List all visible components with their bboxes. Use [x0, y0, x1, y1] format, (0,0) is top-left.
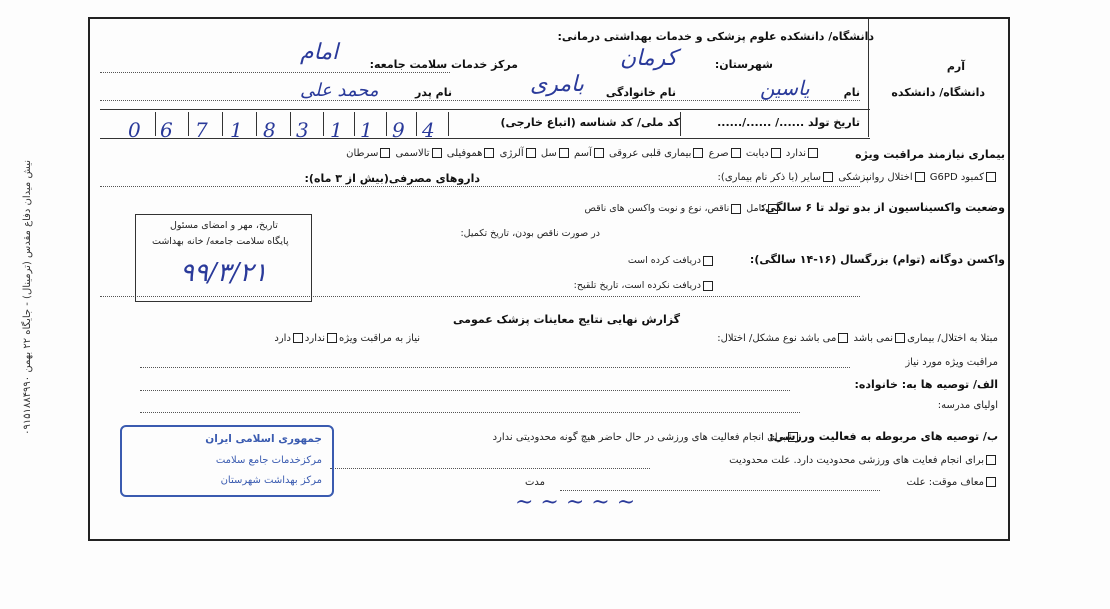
sport-limited: برای انجام فعایت های ورزشی محدودیت دارد. علت محدودیت — [729, 455, 998, 466]
birth-label: تاریخ تولد ....../ ....../...... — [717, 116, 860, 129]
last-name-label: نام خانوادگی — [605, 86, 676, 99]
emblem-label: آرم — [946, 60, 965, 73]
sport-rec: ب/ توصیه های مربوطه به فعالیت ورزشی: — [769, 430, 998, 443]
signature-text1: تاریخ، مهر و امضای مسئول — [170, 220, 278, 231]
nid-digit: 1 — [360, 118, 373, 142]
disease-label: بیماری نیازمند مراقبت ویژه — [855, 148, 1005, 161]
needs-care-row: نیاز به مراقبت ویژهندارددارد — [274, 333, 420, 344]
sep — [448, 112, 449, 136]
nid-digit: 7 — [195, 118, 208, 142]
not-received: دریافت نکرده است، تاریخ تلقیح: — [574, 280, 715, 291]
university-label: دانشگاه/ دانشکده علوم پزشکی و خدمات بهداشتی درمانی: — [557, 30, 874, 43]
father-label: نام پدر — [415, 86, 452, 99]
stamp-line1: جمهوری اسلامی ایران — [205, 433, 322, 445]
drugs-line — [100, 186, 860, 187]
hand-center: امام — [300, 40, 339, 65]
nid-digit: 0 — [128, 118, 141, 142]
center-label: مرکز خدمات سلامت جامعه: — [369, 58, 518, 71]
hand-first-name: یاسین — [760, 76, 810, 100]
school-rec: اولیای مدرسه: — [937, 400, 998, 411]
disease-row2: کمبود G6PD اختلال روانپزشکی سایر (با ذکر نام بیماری): — [718, 172, 998, 183]
received: دریافت کرده است — [628, 255, 715, 266]
nid-digit: 4 — [422, 118, 435, 142]
id-row — [100, 109, 870, 139]
temp-exempt: معاف موقت: علت — [906, 477, 998, 488]
hand-last-name: بامری — [530, 72, 584, 97]
hand-father: محمد علی — [300, 80, 379, 101]
sep — [680, 112, 681, 136]
report-title: گزارش نهایی نتایج معاینات پزشک عمومی — [453, 313, 680, 326]
nid-digit: 6 — [160, 118, 173, 142]
stamp-line3: مرکز بهداشت شهرستان — [220, 475, 322, 486]
emblem-sub: دانشگاه/ دانشکده — [891, 86, 985, 99]
vaccine-date: در صورت ناقص بودن، تاریخ تکمیل: — [460, 228, 600, 239]
drugs-label: داروهای مصرفی(بیش از ۳ ماه): — [304, 172, 480, 185]
stamp-line2: مرکزخدمات جامع سلامت — [215, 455, 322, 466]
nid-digit: 8 — [263, 118, 276, 142]
official-stamp — [120, 425, 334, 497]
duration: مدت — [524, 477, 545, 488]
nid-digit: 9 — [392, 118, 405, 142]
sport-ok: برای انجام فعالیت های ورزشی در حال حاضر هیچ گونه محدودیتی ندارد — [493, 432, 800, 443]
center-line — [100, 72, 390, 73]
vaccine-options: کامل ناقص، نوع و نوبت واکسن های ناقص — [585, 203, 780, 214]
nid-digit: 1 — [330, 118, 343, 142]
vaccine-label: وضعیت واکسیناسیون از بدو تولد تا ۶ سالگی: — [760, 201, 1005, 214]
nid-digit: 3 — [296, 118, 309, 142]
city-label: شهرستان: — [714, 58, 773, 71]
adult-vaccine-label: واکسن دوگانه (توام) بزرگسال (۱۶-۱۴ سالگی): — [749, 253, 1005, 266]
special-care: مراقبت ویژه مورد نیاز — [905, 357, 998, 368]
first-name-label: نام — [843, 86, 860, 99]
disease-options: ندارد دیابت صرع بیماری قلبی عروقی آسم سل آلرژی هموفیلی تالاسمی سرطان — [346, 148, 820, 159]
nid-label: کد ملی/ کد شناسه (اتباع خارجی) — [500, 116, 680, 129]
signature-text2: پایگاه سلامت جامعه/ خانه بهداشت — [152, 236, 289, 247]
hand-city: کرمان — [620, 46, 678, 71]
disorder-row: مبتلا به اختلال/ بیمارینمی باشد می باشد نوع مشکل/ اختلال: — [717, 333, 998, 344]
hand-remark: ~ ~ ~ ~ ~ — [515, 490, 636, 515]
side-text: نیش میدان دفاع مقدس (ترمینال) - جایگاه ۲۲ بهمن ۰۹۱۵۱۸۸۴۹۹۰ — [22, 160, 33, 435]
hand-date: ۹۹/۳/۲۱ — [180, 258, 268, 288]
name-line — [100, 100, 860, 101]
nid-digit: 1 — [230, 118, 243, 142]
family-rec: الف/ توصیه ها به: خانواده: — [854, 378, 998, 391]
